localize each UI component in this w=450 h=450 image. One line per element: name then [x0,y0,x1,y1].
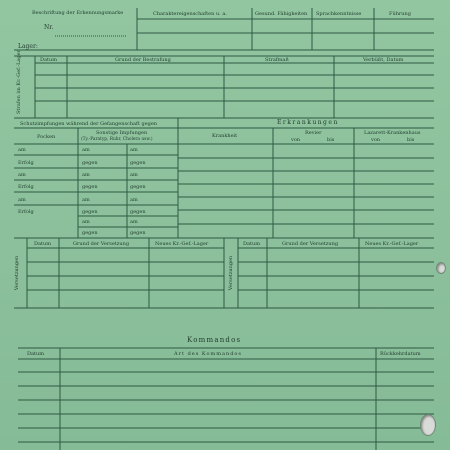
cell-am: am [82,197,90,203]
cell-am: am [130,172,138,178]
row-label-am-1: am [18,147,26,153]
label-erkrankungen-title: Erkrankungen [277,119,339,126]
label-lager: Lager: [18,43,38,50]
punch-hole [420,414,436,436]
cell-gegen: gegen [82,160,98,166]
label-pocken: Pocken [37,134,56,140]
cell-am: am [130,147,138,153]
label-kommandos-rueckkehr: Rückkehrdatum [380,351,421,357]
label-lazarett: Lazarett-Krankenhaus [364,130,421,136]
label-kommandos-art: Art des Kommandos [174,351,242,357]
label-vers-datum-right: Datum [243,241,260,247]
label-strafen-grund: Grund der Bestrafung [115,57,171,63]
label-vers-neues-right: Neues Kr.-Gef.-Lager [365,241,419,247]
label-beschriftung: Beschriftung der Erkennungsmarke [32,10,124,16]
cell-am: am [130,197,138,203]
label-revier: Revier [305,130,322,136]
cell-gegen: gegen [130,230,146,236]
label-revier-von: von [291,137,301,143]
row-label-erfolg-3: Erfolg [18,209,34,215]
label-kommandos-datum: Datum [27,351,44,357]
label-charakter: Charaktereigenschaften u. a. [153,11,227,17]
cell-gegen: gegen [130,184,146,190]
label-vers-datum-left: Datum [34,241,51,247]
label-sonstige: Sonstige Impfungen [96,130,148,136]
label-vers-grund-left: Grund der Versetzung [73,241,130,247]
label-lazarett-bis: bis [407,137,415,143]
cell-am: am [82,172,90,178]
label-kommandos-title: Kommandos [187,336,242,344]
label-versetzungen-side-right: Versetzungen [228,255,234,291]
row-label-erfolg-1: Erfolg [18,160,34,166]
cell-am: am [130,219,138,225]
label-sprachkenntnisse: Sprachkenntnisse [316,11,362,17]
cell-gegen: gegen [130,160,146,166]
label-gesund: Gesund. Fähigkeiten [255,11,308,17]
label-revier-bis: bis [327,137,335,143]
label-vers-neues-left: Neues Kr.-Gef.-Lager [155,241,209,247]
row-label-am-2: am [18,172,26,178]
label-fuehrung: Führung [389,11,411,17]
cell-gegen: gegen [130,209,146,215]
label-strafen-strafmass: Strafmaß [265,57,289,63]
cell-gegen: gegen [82,209,98,215]
cell-am: am [82,147,90,153]
label-sonstige-sub: (Ty.-Paratyp, Ruhr, Cholera usw.) [81,137,153,142]
label-nr: Nr. [44,24,54,31]
label-strafen-verbuesst: Verbüßt, Datum [363,57,404,63]
label-vers-grund-right: Grund der Versetzung [282,241,339,247]
label-versetzungen-side-left: Versetzungen [14,255,20,291]
cell-am: am [82,219,90,225]
label-schutz-title: Schutzimpfungen während der Gefangenschaft gegen [20,121,158,127]
label-lazarett-von: von [371,137,381,143]
punch-hole [436,262,446,274]
row-label-erfolg-2: Erfolg [18,184,34,190]
row-label-am-3: am [18,197,26,203]
label-strafen-side: Strafen im Kr.-Gef.-Lager [16,50,22,114]
cell-gegen: gegen [82,230,98,236]
cell-gegen: gegen [82,184,98,190]
label-krankheit: Krankheit [212,133,238,139]
label-strafen-datum: Datum [40,57,57,63]
